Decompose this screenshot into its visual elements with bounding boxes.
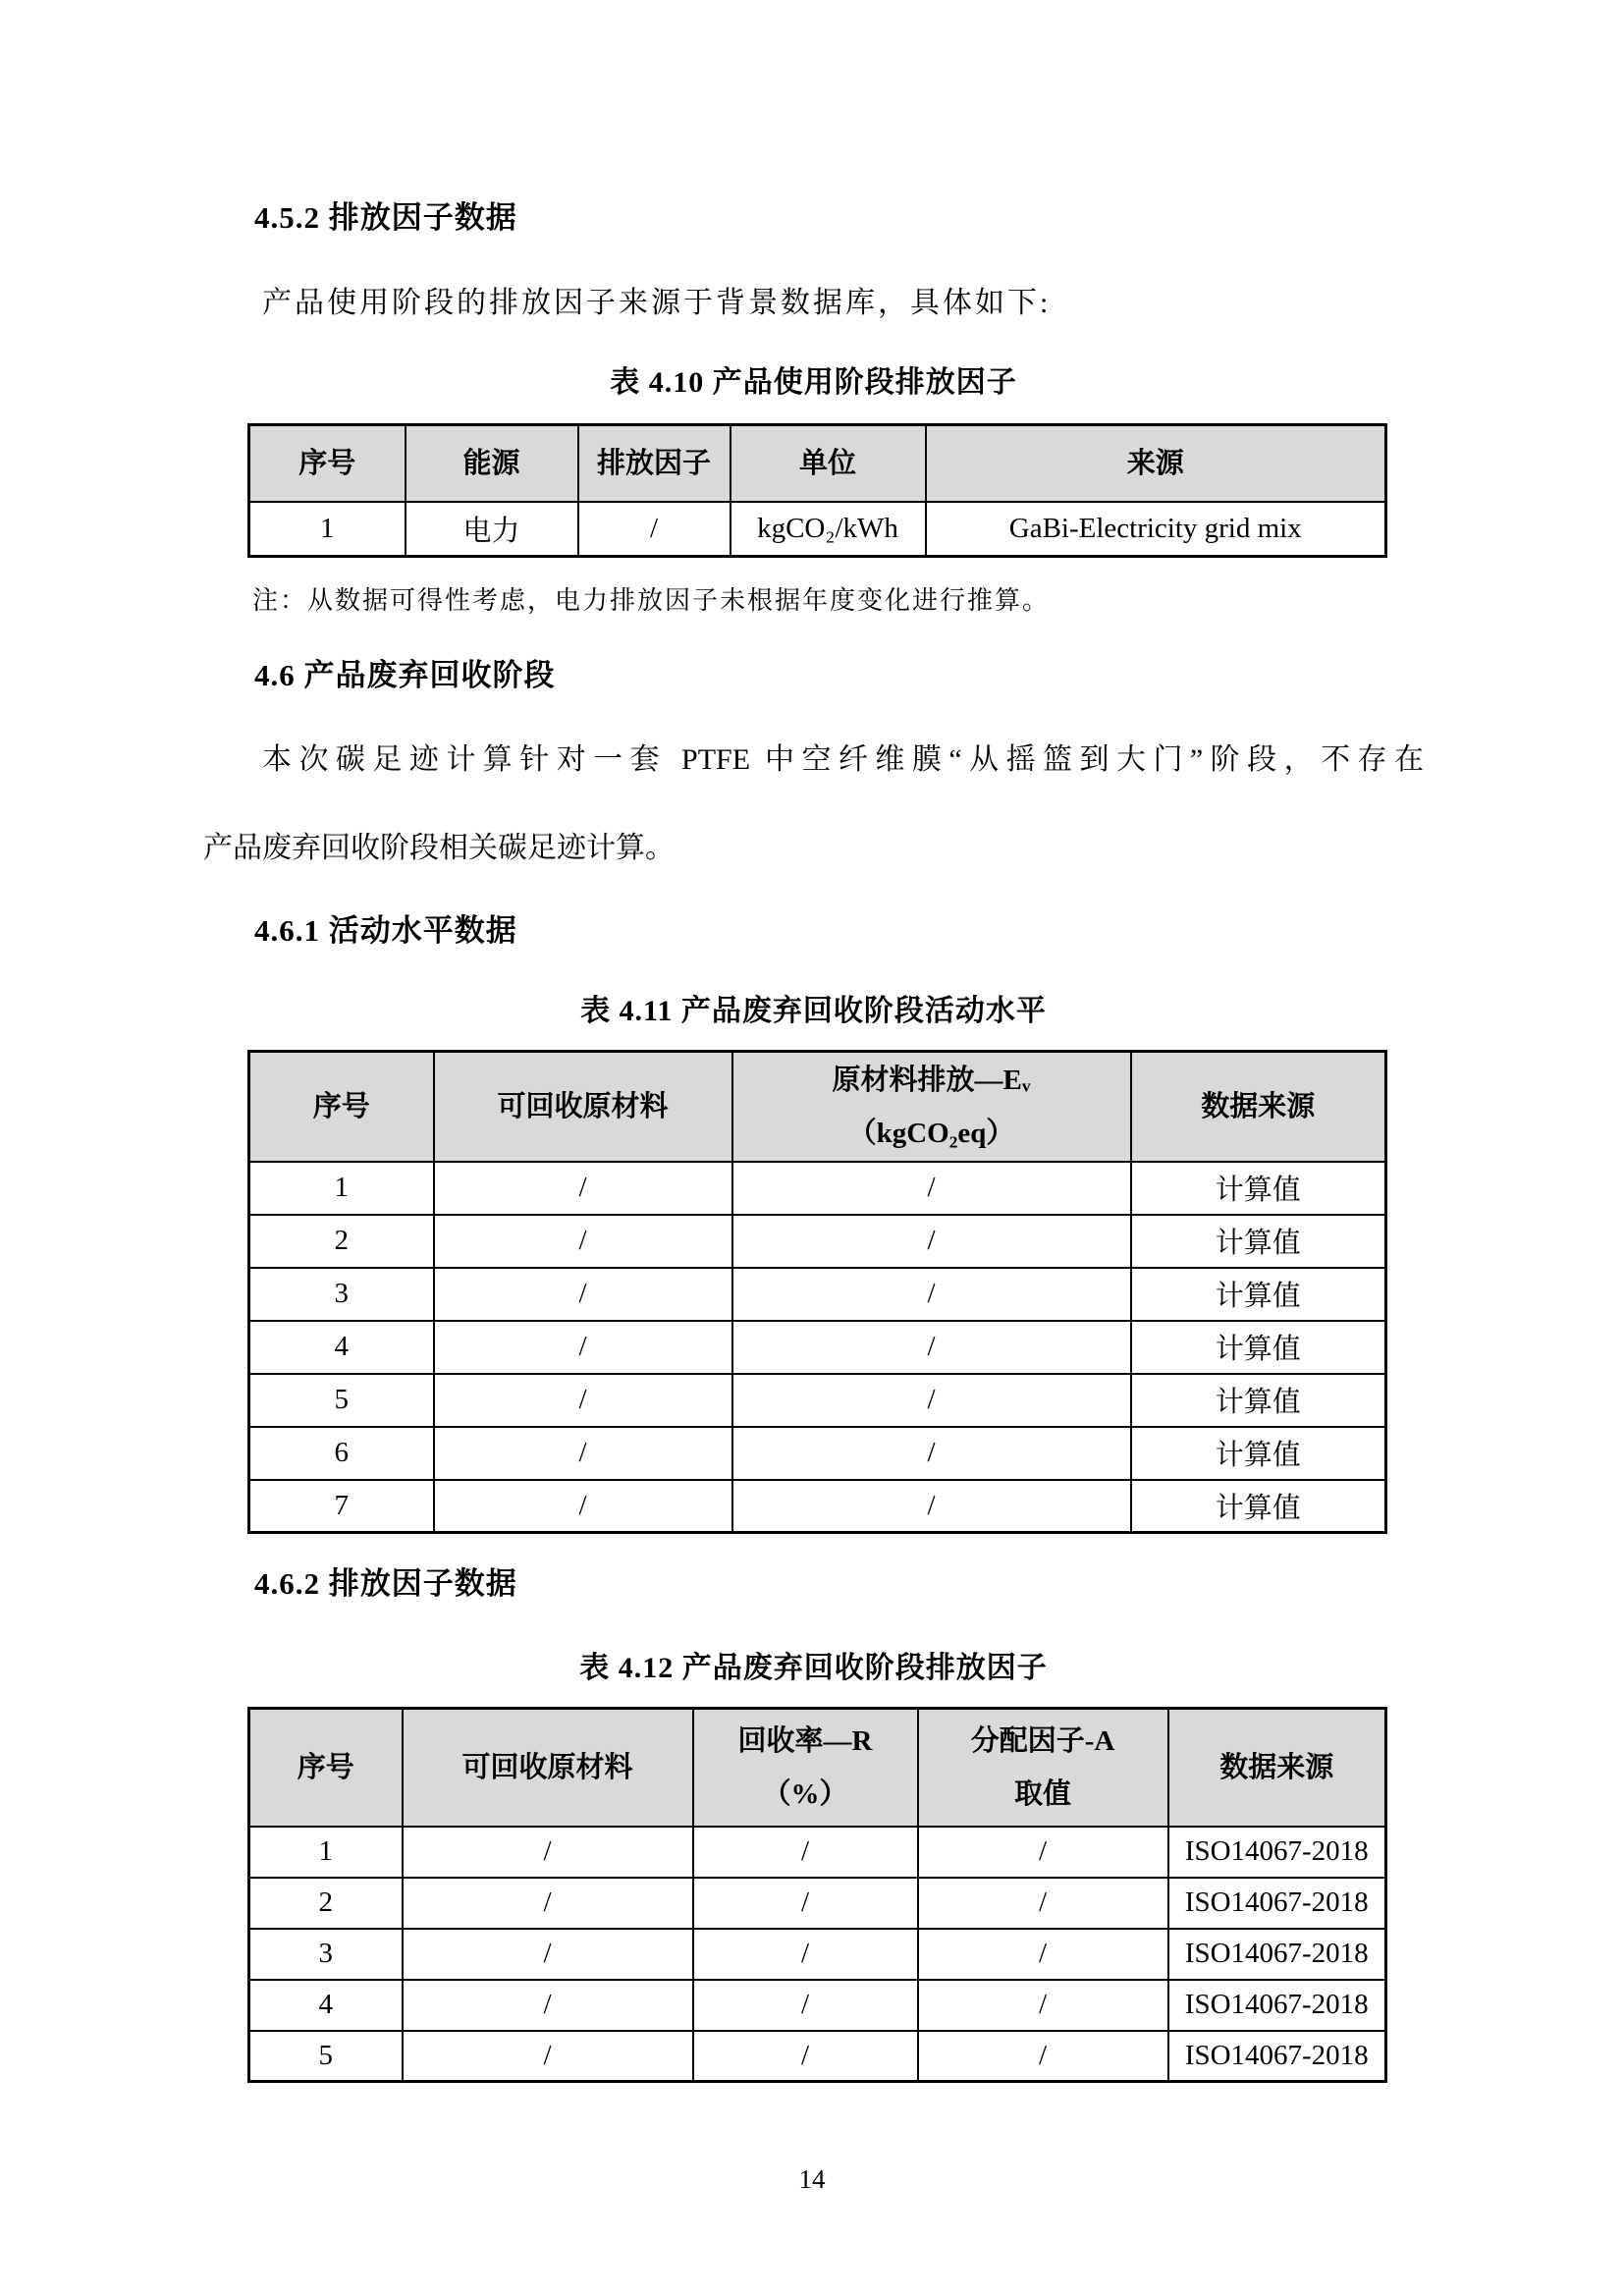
header-text: 能源 — [462, 447, 520, 479]
table-cell: ISO14067-2018 — [1168, 1980, 1386, 2031]
table-cell: / — [434, 1427, 732, 1480]
table-cell: 计算值 — [1131, 1480, 1386, 1533]
table-cell: 计算值 — [1131, 1321, 1386, 1374]
header-cell-index — [249, 1052, 434, 1162]
header-text-line1: 分配因子-A — [970, 1724, 1115, 1757]
table-cell: 2 — [249, 1215, 434, 1268]
table-row — [249, 1929, 1386, 1980]
table-cell: / — [918, 1827, 1168, 1878]
table-cell: / — [434, 1215, 732, 1268]
section-heading-4-6-2: 4.6.2 排放因子数据 — [254, 1566, 517, 1601]
table-header-row — [249, 1709, 1386, 1827]
table-4-10-title: 表 4.10 产品使用阶段排放因子 — [610, 366, 1017, 399]
header-text: 来源 — [1126, 447, 1184, 479]
table-cell: kgCO₂/kWh — [731, 502, 926, 557]
table-cell: 3 — [249, 1268, 434, 1321]
header-text: 单位 — [798, 447, 856, 479]
table-cell: 计算值 — [1131, 1427, 1386, 1480]
table-cell: / — [403, 1878, 693, 1929]
header-cell-recyclable-material — [434, 1052, 732, 1162]
table-cell: / — [693, 1827, 918, 1878]
table-cell: 计算值 — [1131, 1215, 1386, 1268]
table-cell: / — [732, 1480, 1131, 1533]
table-cell: 1 — [249, 1827, 403, 1878]
header-text-line1: 原材料排放—Eᵥ — [832, 1064, 1031, 1096]
table-cell: / — [918, 1878, 1168, 1929]
table-cell: / — [918, 1980, 1168, 2031]
table-cell: / — [403, 1929, 693, 1980]
table-cell: 计算值 — [1131, 1162, 1386, 1215]
table-row — [249, 2031, 1386, 2082]
page-number: 14 — [798, 2164, 826, 2194]
header-text: 数据来源 — [1201, 1090, 1316, 1122]
table-cell: / — [732, 1215, 1131, 1268]
table-cell: / — [732, 1427, 1131, 1480]
header-cell-material-emission-ev — [732, 1052, 1131, 1162]
header-text: 序号 — [297, 1751, 354, 1783]
table-cell: / — [693, 2031, 918, 2082]
header-cell-energy — [406, 425, 578, 502]
table-row — [249, 1162, 1386, 1215]
paragraph-recycle-line1: 本次碳足迹计算针对一套 PTFE 中空纤维膜“从摇篮到大门”阶段，不存在 — [262, 743, 1424, 776]
table-cell: / — [732, 1162, 1131, 1215]
table-4-10-note: 注：从数据可得性考虑，电力排放因子未根据年度变化进行推算。 — [252, 586, 1051, 615]
table-cell: / — [434, 1162, 732, 1215]
table-cell: / — [403, 1980, 693, 2031]
table-cell: / — [578, 502, 731, 557]
table-cell: / — [403, 1827, 693, 1878]
table-cell: / — [693, 1878, 918, 1929]
header-text: 数据来源 — [1219, 1751, 1334, 1783]
table-cell: ISO14067-2018 — [1168, 2031, 1386, 2082]
table-cell: / — [434, 1480, 732, 1533]
table-row — [249, 1980, 1386, 2031]
table-header-row — [249, 425, 1386, 502]
table-cell: / — [918, 2031, 1168, 2082]
table-cell: ISO14067-2018 — [1168, 1827, 1386, 1878]
section-heading-4-5-2: 4.5.2 排放因子数据 — [254, 200, 517, 235]
table-row — [249, 1374, 1386, 1427]
section-heading-4-6: 4.6 产品废弃回收阶段 — [254, 658, 556, 692]
table-cell: 7 — [249, 1480, 434, 1533]
table-row — [249, 1480, 1386, 1533]
table-cell: ISO14067-2018 — [1168, 1929, 1386, 1980]
table-cell: 4 — [249, 1980, 403, 2031]
table-cell: / — [732, 1374, 1131, 1427]
header-text-line2: （kgCO₂eq） — [847, 1117, 1015, 1149]
header-cell-index — [249, 425, 406, 502]
header-cell-recyclable-material — [403, 1709, 693, 1827]
table-cell: 计算值 — [1131, 1268, 1386, 1321]
header-text: 可回收原材料 — [497, 1090, 669, 1122]
table-cell: 计算值 — [1131, 1374, 1386, 1427]
table-cell: 电力 — [406, 502, 578, 557]
table-cell: / — [403, 2031, 693, 2082]
table-cell: 3 — [249, 1929, 403, 1980]
header-text: 排放因子 — [596, 447, 711, 479]
header-cell-data-source — [1168, 1709, 1386, 1827]
table-row — [249, 1321, 1386, 1374]
table-cell: 2 — [249, 1878, 403, 1929]
table-cell: 6 — [249, 1427, 434, 1480]
table-cell: 1 — [249, 502, 406, 557]
table-cell: / — [693, 1929, 918, 1980]
table-cell: / — [434, 1268, 732, 1321]
header-cell-allocation-factor — [918, 1709, 1168, 1827]
table-row — [249, 1827, 1386, 1878]
header-cell-recovery-rate — [693, 1709, 918, 1827]
table-4-11-title: 表 4.11 产品废弃回收阶段活动水平 — [580, 995, 1047, 1027]
header-cell-source — [926, 425, 1386, 502]
table-cell: / — [918, 1929, 1168, 1980]
table-row — [249, 1427, 1386, 1480]
paragraph-use-phase: 产品使用阶段的排放因子来源于背景数据库，具体如下: — [262, 287, 1052, 319]
table-cell: 4 — [249, 1321, 434, 1374]
header-text: 可回收原材料 — [461, 1751, 633, 1783]
table-cell: / — [732, 1268, 1131, 1321]
paragraph-recycle-line2: 产品废弃回收阶段相关碳足迹计算。 — [203, 832, 675, 864]
table-cell: 5 — [249, 1374, 434, 1427]
header-text-line1: 回收率—R — [737, 1724, 873, 1757]
header-cell-emission-factor — [578, 425, 731, 502]
table-row — [249, 502, 1386, 557]
header-text: 序号 — [312, 1090, 370, 1122]
table-4-12-title: 表 4.12 产品废弃回收阶段排放因子 — [579, 1652, 1048, 1684]
table-4-10 — [247, 423, 1387, 558]
table-header-row — [249, 1052, 1386, 1162]
table-cell: GaBi-Electricity grid mix — [926, 502, 1386, 557]
table-4-11 — [247, 1050, 1387, 1534]
table-cell: 5 — [249, 2031, 403, 2082]
header-cell-data-source — [1131, 1052, 1386, 1162]
table-row — [249, 1878, 1386, 1929]
table-4-12 — [247, 1707, 1387, 2083]
table-cell: / — [434, 1321, 732, 1374]
header-text-line2: （%） — [762, 1777, 848, 1810]
table-cell: / — [434, 1374, 732, 1427]
table-cell: ISO14067-2018 — [1168, 1878, 1386, 1929]
table-cell: / — [693, 1980, 918, 2031]
section-heading-4-6-1: 4.6.1 活动水平数据 — [254, 913, 517, 948]
header-text-line2: 取值 — [1013, 1777, 1071, 1810]
header-cell-unit — [731, 425, 926, 502]
table-cell: 1 — [249, 1162, 434, 1215]
table-row — [249, 1268, 1386, 1321]
table-row — [249, 1215, 1386, 1268]
header-cell-index — [249, 1709, 403, 1827]
table-cell: / — [732, 1321, 1131, 1374]
header-text: 序号 — [298, 447, 356, 479]
